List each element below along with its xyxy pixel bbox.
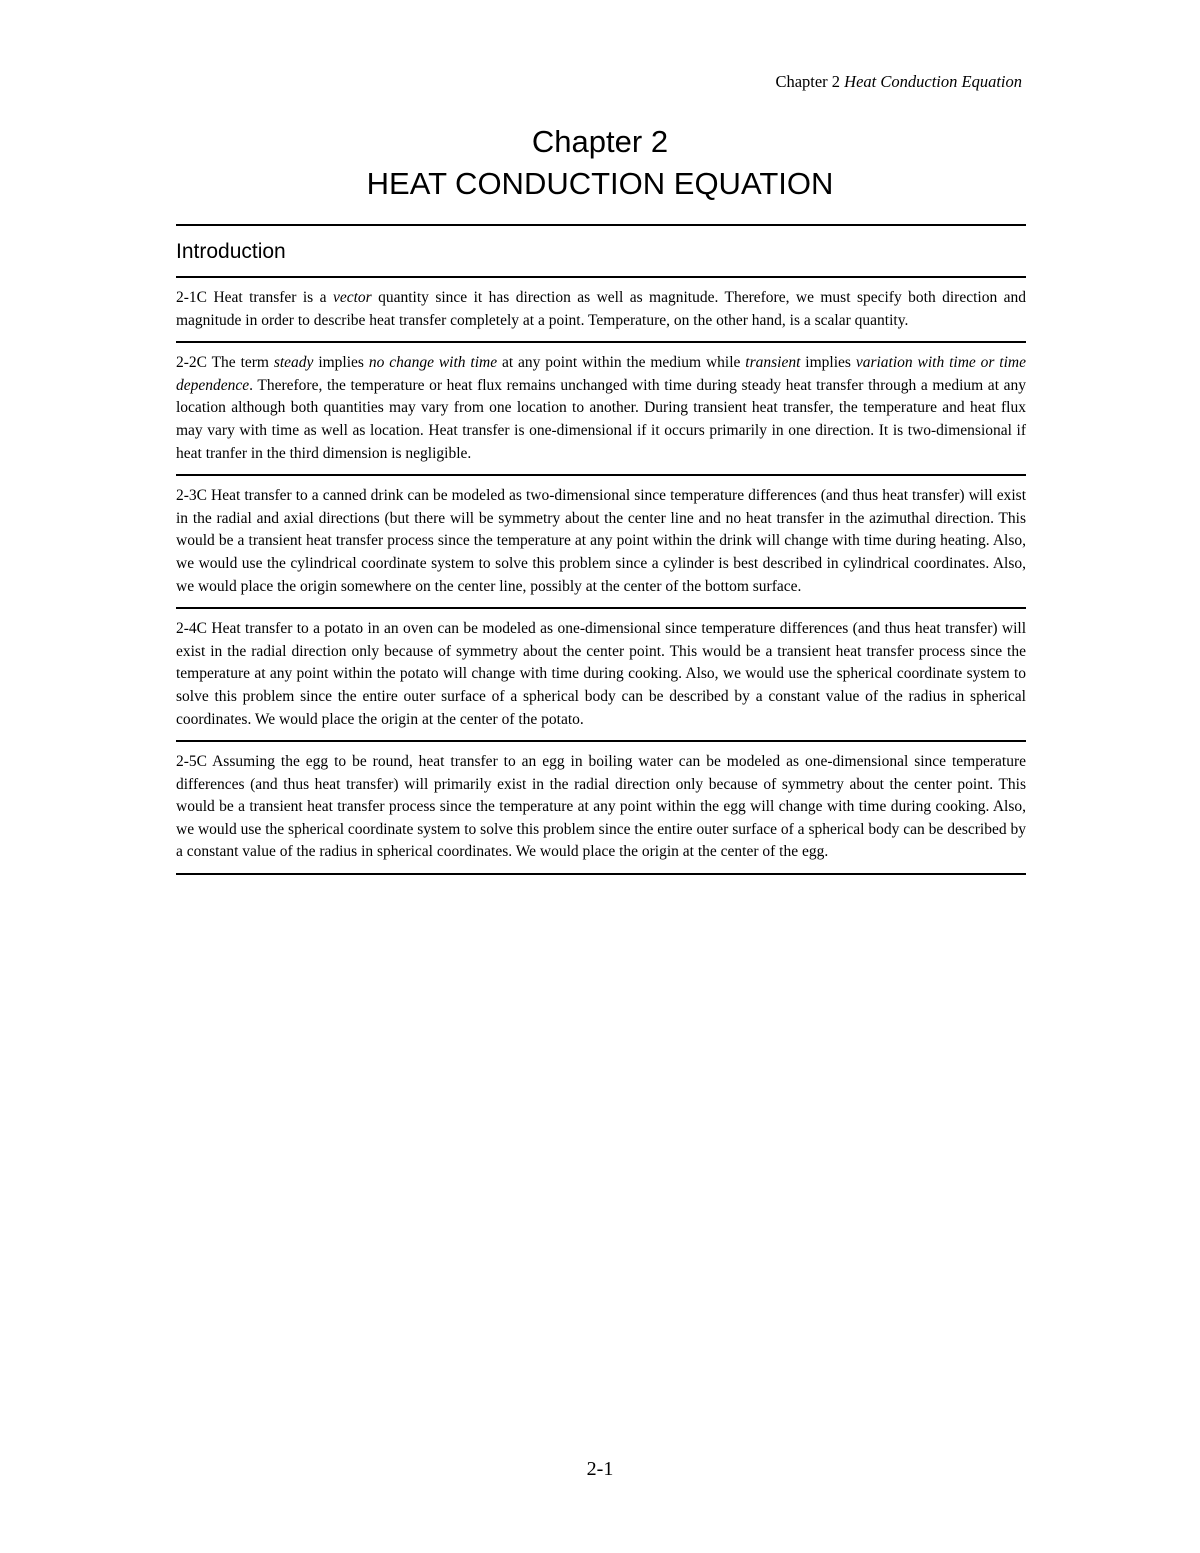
running-header-chapter: Chapter 2 bbox=[775, 72, 841, 91]
problem-number: 2-1C bbox=[176, 289, 207, 306]
problem-item bbox=[176, 742, 1026, 873]
problem-text: . Therefore, the temperature or heat flux remains unchanged with time during steady heat transfer through a medium at any location although both quantities may vary from one location to another. During transient heat transfer, the temperature and heat flux may vary with time as well as location. Heat transfer is one-dimensional if it occurs primarily in one direction. It is two-dimensional if heat tranfer in the third dimension is negligible. bbox=[176, 376, 1026, 462]
problem-item bbox=[176, 609, 1026, 740]
problem-text: at any point within the medium while bbox=[497, 354, 746, 372]
problem-item bbox=[176, 278, 1026, 341]
problem-text: quantity since it has direction as well as magnitude. Therefore, we must specify both direction and magnitude in order to describe heat transfer completely at a point. Temperature, on the other hand, is a scalar quantity. bbox=[176, 289, 1027, 329]
problem-text: implies bbox=[313, 354, 369, 372]
problem-text-italic: no change with time bbox=[368, 354, 498, 372]
problem-text: The term bbox=[211, 354, 274, 372]
section-title: Introduction bbox=[176, 240, 286, 263]
problem-list bbox=[176, 278, 1026, 875]
chapter-title-block bbox=[0, 122, 1200, 206]
chapter-heading: HEAT CONDUCTION EQUATION bbox=[366, 166, 834, 201]
problem-item bbox=[176, 476, 1026, 607]
problem-text: Assuming the egg to be round, heat transfer to an egg in boiling water can be modeled as one-dimensional since temperature differences (and thus heat transfer) will primarily exist in the radial direction only because of symmetry about the center point. This would be a transient heat transfer process since the temperature at any point within the egg will change with time during cooking. Also, we would use the spherical coordinate system to solve this problem since the entire outer surface of a spherical body can be described by a constant value of the radius in spherical coordinates. We would place the origin at the center of the egg. bbox=[176, 753, 1026, 861]
problem-text: Heat transfer to a canned drink can be modeled as two-dimensional since temperature differences (and thus heat transfer) will exist in the radial and axial directions (but there will be symmetry about the center line and no heat transfer in the azimuthal direction. This would be a transient heat transfer process since the temperature at any point within the drink will change with time during heating. Also, we would use the cylindrical coordinate system to solve this problem since a cylinder is best described in cylindrical coordinates. Also, we would place the origin somewhere on the center line, possibly at the center of the bottom surface. bbox=[176, 487, 1027, 595]
chapter-number: Chapter 2 bbox=[531, 124, 669, 159]
divider bbox=[176, 873, 1026, 875]
page-content bbox=[176, 224, 1026, 875]
problem-number: 2-5C bbox=[176, 753, 207, 771]
running-header-title: Heat Conduction Equation bbox=[844, 72, 1022, 91]
problem-text-italic: transient bbox=[745, 354, 801, 372]
page-number: 2-1 bbox=[586, 1458, 614, 1480]
problem-number: 2-4C bbox=[176, 620, 207, 638]
running-header bbox=[775, 72, 1022, 92]
problem-text: Heat transfer to a potato in an oven can be modeled as one-dimensional since temperature differences (and thus heat transfer) will exist in the radial direction only because of symmetry about the center point. This would be a transient heat transfer process since the temperature at any point within the potato will change with time during cooking. Also, we would use the spherical coordinate system to solve this problem since the entire outer surface of a spherical body can be described by a constant value of the radius in spherical coordinates. We would place the origin at the center of the potato. bbox=[176, 620, 1027, 728]
problem-item bbox=[176, 343, 1026, 474]
problem-number: 2-3C bbox=[176, 487, 207, 505]
problem-text: implies bbox=[800, 354, 856, 372]
problem-text-italic: vector bbox=[332, 289, 372, 306]
problem-text: Heat transfer is a bbox=[213, 289, 333, 306]
problem-number: 2-2C bbox=[176, 354, 207, 372]
problem-text-italic: steady bbox=[273, 354, 314, 372]
problem-text-italic: variation with time or time dependence bbox=[176, 354, 1026, 394]
